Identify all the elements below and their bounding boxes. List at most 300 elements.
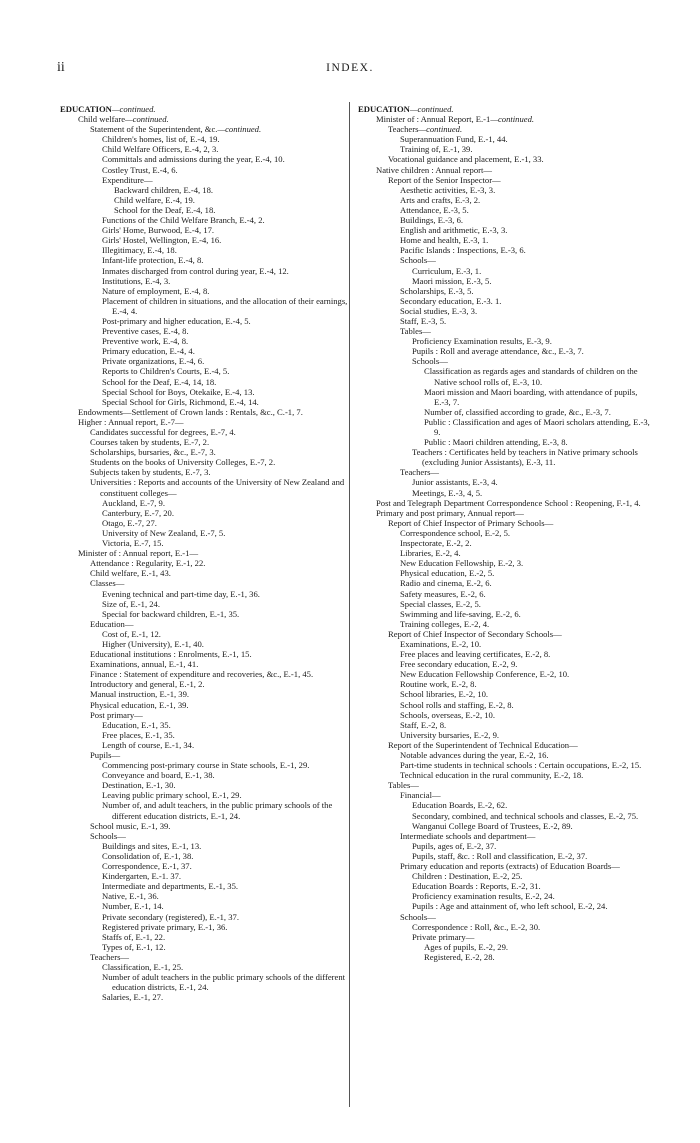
index-entry bbox=[60, 437, 353, 447]
entry-text: Registered, E.-2, 28. bbox=[424, 951, 495, 962]
index-entry bbox=[60, 276, 353, 286]
entry-text: Teachers : Certificates held by teachers in Native primary schools (excluding Junior Assistants), E.-3, 11. bbox=[412, 447, 638, 468]
index-entry bbox=[60, 770, 353, 780]
entry-text: Physical education, E.-1, 39. bbox=[90, 699, 189, 710]
index-entry bbox=[358, 649, 651, 659]
index-entry bbox=[358, 639, 651, 649]
index-entry bbox=[358, 710, 651, 720]
index-entry bbox=[358, 316, 651, 326]
index-entry bbox=[358, 558, 651, 568]
entry-text: Commencing post-primary course in State schools, E.-1, 29. bbox=[102, 760, 310, 771]
entry-text: Meetings, E.-3, 4, 5. bbox=[412, 487, 483, 498]
entry-text: Inspectorate, E.-2, 2. bbox=[400, 538, 472, 549]
entry-text: Number, E.-1, 14. bbox=[102, 901, 164, 912]
entry-text: English and arithmetic, E.-3, 3. bbox=[400, 225, 508, 236]
entry-text: Schools, overseas, E.-2, 10. bbox=[400, 709, 495, 720]
entry-text: Attendance : Regularity, E.-1, 22. bbox=[90, 558, 206, 569]
index-entry bbox=[358, 286, 651, 296]
index-entry bbox=[60, 175, 353, 185]
index-entry bbox=[60, 841, 353, 851]
index-entry bbox=[60, 104, 353, 114]
entry-text: Ages of pupils, E.-2, 29. bbox=[424, 941, 509, 952]
entry-text: Manual instruction, E.-1, 39. bbox=[90, 689, 190, 700]
entry-text: Finance : Statement of expenditure and recoveries, &c., E.-1, 45. bbox=[90, 669, 314, 680]
index-entry bbox=[60, 760, 353, 770]
entry-text: Child welfare, E.-1, 43. bbox=[90, 568, 171, 579]
entry-text: Teachers bbox=[388, 124, 419, 135]
index-entry bbox=[60, 377, 353, 387]
index-entry bbox=[358, 296, 651, 306]
entry-text: Post primary— bbox=[90, 709, 143, 720]
index-entry bbox=[358, 619, 651, 629]
index-entry bbox=[60, 821, 353, 831]
index-entry bbox=[60, 185, 353, 195]
index-entry bbox=[60, 861, 353, 871]
entry-text: Home and health, E.-3, 1. bbox=[400, 235, 489, 246]
entry-text: Education, E.-1, 35. bbox=[102, 719, 171, 730]
index-entry bbox=[60, 700, 353, 710]
left-column bbox=[60, 104, 353, 1002]
entry-text: School for the Deaf, E.-4, 18. bbox=[114, 204, 216, 215]
index-entry bbox=[60, 679, 353, 689]
index-entry bbox=[60, 780, 353, 790]
index-entry bbox=[60, 266, 353, 276]
entry-text: School libraries, E.-2, 10. bbox=[400, 689, 489, 700]
entry-text: Subjects taken by students, E.-7, 3. bbox=[90, 467, 211, 478]
index-entry bbox=[358, 255, 651, 265]
index-entry bbox=[358, 185, 651, 195]
index-entry bbox=[358, 235, 651, 245]
index-entry bbox=[358, 144, 651, 154]
entry-text: Financial— bbox=[400, 790, 441, 801]
index-entry bbox=[60, 326, 353, 336]
right-column bbox=[358, 104, 651, 962]
entry-text: Staff, E.-2, 8. bbox=[400, 719, 447, 730]
index-entry bbox=[60, 255, 353, 265]
entry-text: Teachers— bbox=[400, 467, 440, 478]
entry-text: Cost of, E.-1, 12. bbox=[102, 628, 161, 639]
entry-text: Libraries, E.-2, 4. bbox=[400, 548, 461, 559]
entry-text: Radio and cinema, E.-2, 6. bbox=[400, 578, 492, 589]
index-entry bbox=[60, 881, 353, 891]
entry-text: Native children : Annual report— bbox=[376, 164, 492, 175]
index-entry bbox=[60, 568, 353, 578]
entry-text: Functions of the Child Welfare Branch, E.-4, 2. bbox=[102, 215, 265, 226]
index-entry bbox=[60, 205, 353, 215]
entry-text: Children : Destination, E.-2, 25. bbox=[412, 871, 523, 882]
index-entry bbox=[358, 831, 651, 841]
index-entry bbox=[60, 659, 353, 669]
entry-text: Registered private primary, E.-1, 36. bbox=[102, 921, 228, 932]
entry-text: Superannuation Fund, E.-1, 44. bbox=[400, 134, 508, 145]
entry-text: Examinations, E.-2, 10. bbox=[400, 638, 482, 649]
index-entry bbox=[60, 599, 353, 609]
index-entry bbox=[358, 477, 651, 487]
index-entry bbox=[358, 366, 651, 386]
index-entry bbox=[358, 851, 651, 861]
index-entry bbox=[358, 124, 651, 134]
index-entry bbox=[60, 407, 353, 417]
entry-text: Scholarships, E.-3, 5. bbox=[400, 285, 474, 296]
entry-text: Proficiency examination results, E.-2, 24. bbox=[412, 891, 555, 902]
entry-text: Education Boards, E.-2, 62. bbox=[412, 800, 508, 811]
continued-note: —continued. bbox=[217, 124, 262, 135]
index-entry bbox=[60, 356, 353, 366]
index-entry bbox=[358, 629, 651, 639]
entry-text: New Education Fellowship Conference, E.-2, 10. bbox=[400, 669, 570, 680]
index-entry bbox=[60, 498, 353, 508]
entry-text: Vocational guidance and placement, E.-1, 33. bbox=[388, 154, 544, 165]
entry-text: Training colleges, E.-2, 4. bbox=[400, 618, 490, 629]
index-entry bbox=[358, 467, 651, 477]
entry-text: Native, E.-1, 36. bbox=[102, 891, 159, 902]
entry-text: Consolidation of, E.-1, 38. bbox=[102, 850, 194, 861]
index-entry bbox=[60, 962, 353, 972]
entry-text: Pupils— bbox=[90, 750, 121, 760]
entry-text: Education Boards : Reports, E.-2, 31. bbox=[412, 881, 541, 892]
index-entry bbox=[60, 548, 353, 558]
entry-text: Child welfare bbox=[78, 114, 126, 125]
index-entry bbox=[358, 609, 651, 619]
entry-text: Infant-life protection, E.-4, 8. bbox=[102, 255, 204, 266]
entry-text: Number of adult teachers in the public primary schools of the different education districts, E.-1, 24. bbox=[102, 972, 346, 993]
entry-text: Free places and leaving certificates, E.-2, 8. bbox=[400, 649, 551, 660]
index-entry bbox=[358, 689, 651, 699]
entry-text: Number of, classified according to grade, &c., E.-3, 7. bbox=[424, 406, 611, 417]
entry-text: Routine work, E.-2, 8. bbox=[400, 679, 477, 690]
entry-text: EDUCATION bbox=[358, 104, 410, 114]
index-entry bbox=[60, 346, 353, 356]
entry-text: Report of Chief Inspector of Secondary Schools— bbox=[388, 628, 562, 639]
entry-text: Buildings, E.-3, 6. bbox=[400, 215, 464, 226]
entry-text: Attendance, E.-3, 5. bbox=[400, 204, 469, 215]
entry-text: Schools— bbox=[400, 255, 436, 266]
index-entry bbox=[60, 195, 353, 205]
index-entry bbox=[60, 922, 353, 932]
entry-text: Private organizations, E.-4, 6. bbox=[102, 356, 205, 367]
index-entry bbox=[60, 851, 353, 861]
index-entry bbox=[358, 205, 651, 215]
index-entry bbox=[60, 316, 353, 326]
index-entry bbox=[60, 639, 353, 649]
index-entry bbox=[358, 266, 651, 276]
index-entry bbox=[60, 558, 353, 568]
index-entry bbox=[60, 942, 353, 952]
index-entry bbox=[60, 467, 353, 477]
entry-text: Backward children, E.-4, 18. bbox=[114, 184, 214, 195]
index-entry bbox=[60, 144, 353, 154]
index-entry bbox=[358, 871, 651, 881]
index-entry bbox=[60, 790, 353, 800]
entry-text: Size of, E.-1, 24. bbox=[102, 598, 160, 609]
index-entry bbox=[358, 599, 651, 609]
index-entry bbox=[60, 932, 353, 942]
index-entry bbox=[358, 659, 651, 669]
entry-text: Canterbury, E.-7, 20. bbox=[102, 507, 174, 518]
index-entry bbox=[60, 589, 353, 599]
entry-text: Post and Telegraph Department Correspondence School : Reopening, F.-1, 4. bbox=[376, 497, 641, 508]
index-entry bbox=[60, 134, 353, 144]
entry-text: Aesthetic activities, E.-3, 3. bbox=[400, 184, 496, 195]
index-entry bbox=[60, 992, 353, 1002]
entry-text: University of New Zealand, E.-7, 5. bbox=[102, 527, 226, 538]
index-entry bbox=[358, 952, 651, 962]
entry-text: Staffs of, E.-1, 22. bbox=[102, 931, 166, 942]
index-entry bbox=[358, 891, 651, 901]
index-entry bbox=[358, 568, 651, 578]
index-entry bbox=[358, 508, 651, 518]
entry-text: Children's homes, list of, E.-4, 19. bbox=[102, 134, 220, 145]
entry-text: Conveyance and board, E.-1, 38. bbox=[102, 770, 215, 781]
index-entry bbox=[358, 447, 651, 467]
entry-text: Institutions, E.-4, 3. bbox=[102, 275, 171, 286]
entry-text: Salaries, E.-1, 27. bbox=[102, 992, 164, 1003]
index-entry bbox=[60, 366, 353, 376]
entry-text: Correspondence school, E.-2, 5. bbox=[400, 527, 511, 538]
entry-text: Part-time students in technical schools : Certain occupations, E.-2, 15. bbox=[400, 760, 642, 771]
index-entry bbox=[60, 740, 353, 750]
index-entry bbox=[60, 427, 353, 437]
index-entry bbox=[60, 901, 353, 911]
entry-text: Maori mission and Maori boarding, with attendance of pupils, E.-3, 7. bbox=[424, 386, 638, 407]
entry-text: Classes— bbox=[90, 578, 125, 589]
entry-text: Universities : Reports and accounts of the University of New Zealand and constituent colleges— bbox=[90, 477, 345, 498]
index-entry bbox=[60, 336, 353, 346]
index-entry bbox=[358, 780, 651, 790]
entry-text: Girls' Home, Burwood, E.-4, 17. bbox=[102, 225, 215, 236]
index-entry bbox=[60, 730, 353, 740]
entry-text: Introductory and general, E.-1, 2. bbox=[90, 679, 205, 690]
index-entry bbox=[358, 932, 651, 942]
index-entry bbox=[358, 134, 651, 144]
entry-text: Courses taken by students, E.-7, 2. bbox=[90, 437, 210, 448]
index-entry bbox=[358, 528, 651, 538]
index-entry bbox=[60, 154, 353, 164]
entry-text: Schools— bbox=[90, 830, 126, 841]
index-entry bbox=[60, 528, 353, 538]
index-entry bbox=[60, 972, 353, 992]
entry-text: Inmates discharged from control during year, E.-4, 12. bbox=[102, 265, 289, 276]
entry-text: Junior assistants, E.-3, 4. bbox=[412, 477, 498, 488]
index-entry bbox=[60, 518, 353, 528]
index-entry bbox=[358, 215, 651, 225]
entry-text: Tables— bbox=[388, 780, 419, 791]
entry-text: Private primary— bbox=[412, 931, 475, 942]
index-entry bbox=[358, 195, 651, 205]
entry-text: School rolls and staffing, E.-2, 8. bbox=[400, 699, 514, 710]
entry-text: Otago, E.-7, 27. bbox=[102, 517, 157, 528]
entry-text: Wanganui College Board of Trustees, E.-2, 89. bbox=[412, 820, 573, 831]
entry-text: Child Welfare Officers, E.-4, 2, 3. bbox=[102, 144, 219, 155]
index-entry bbox=[358, 488, 651, 498]
index-entry bbox=[358, 346, 651, 356]
index-entry bbox=[358, 306, 651, 316]
entry-text: Classification as regards ages and standards of children on the Native school rolls of, E.-3, 10. bbox=[424, 366, 638, 387]
entry-text: Scholarships, bursaries, &c., E.-7, 3. bbox=[90, 447, 216, 458]
index-entry bbox=[60, 710, 353, 720]
entry-text: Schools— bbox=[412, 356, 448, 367]
entry-text: Victoria, E.-7, 15. bbox=[102, 538, 164, 549]
entry-text: Proficiency Examination results, E.-3, 9. bbox=[412, 336, 552, 347]
entry-text: New Education Fellowship, E.-2, 3. bbox=[400, 558, 524, 569]
index-entry bbox=[60, 114, 353, 124]
index-entry bbox=[358, 740, 651, 750]
entry-text: Child welfare, E.-4, 19. bbox=[114, 194, 195, 205]
continued-note: —continued. bbox=[125, 114, 169, 125]
index-entry bbox=[60, 235, 353, 245]
index-entry bbox=[358, 750, 651, 760]
entry-text: Arts and crafts, E.-3, 2. bbox=[400, 194, 481, 205]
index-entry bbox=[358, 841, 651, 851]
entry-text: Notable advances during the year, E.-2, 16. bbox=[400, 750, 549, 760]
entry-text: Correspondence, E.-1, 37. bbox=[102, 861, 192, 872]
entry-text: Primary education and reports (extracts) of Education Boards— bbox=[400, 861, 620, 872]
entry-text: Physical education, E.-2, 5. bbox=[400, 568, 495, 579]
entry-text: Public : Maori children attending, E.-3, 8. bbox=[424, 437, 568, 448]
entry-text: Educational institutions : Enrolments, E.-1, 15. bbox=[90, 649, 252, 660]
entry-text: Special School for Boys, Otekaike, E.-4, 13. bbox=[102, 386, 255, 397]
index-entry bbox=[358, 538, 651, 548]
running-title: INDEX. bbox=[326, 62, 374, 74]
entry-text: Secondary, combined, and technical schools and classes, E.-2, 75. bbox=[412, 810, 639, 821]
index-entry bbox=[358, 154, 651, 164]
index-entry bbox=[60, 629, 353, 639]
entry-text: Pupils : Age and attainment of, who left school, E.-2, 24. bbox=[412, 901, 608, 912]
entry-text: Pupils : Roll and average attendance, &c., E.-3, 7. bbox=[412, 346, 584, 357]
continued-note: —continued. bbox=[409, 104, 454, 114]
index-entry bbox=[358, 811, 651, 821]
entry-text: Girls' Hostel, Wellington, E.-4, 16. bbox=[102, 235, 222, 246]
index-entry bbox=[358, 760, 651, 770]
index-entry bbox=[358, 770, 651, 780]
entry-text: Leaving public primary school, E.-1, 29. bbox=[102, 790, 242, 801]
index-entry bbox=[60, 912, 353, 922]
index-entry bbox=[60, 447, 353, 457]
entry-text: Curriculum, E.-3, 1. bbox=[412, 265, 482, 276]
entry-text: University bursaries, E.-2, 9. bbox=[400, 729, 500, 740]
index-entry bbox=[60, 165, 353, 175]
index-entry bbox=[358, 276, 651, 286]
index-entry bbox=[60, 508, 353, 518]
entry-text: Minister of : Annual report, E.-1— bbox=[78, 548, 199, 559]
index-entry bbox=[60, 750, 353, 760]
entry-text: Illegitimacy, E.-4, 18. bbox=[102, 245, 177, 256]
entry-text: Minister of : Annual Report, E.-1 bbox=[376, 114, 491, 125]
entry-text: Preventive cases, E.-4, 8. bbox=[102, 326, 189, 337]
entry-text: Teachers— bbox=[90, 951, 130, 962]
entry-text: Preventive work, E.-4, 8. bbox=[102, 336, 189, 347]
index-entry bbox=[60, 891, 353, 901]
entry-text: Safety measures, E.-2, 6. bbox=[400, 588, 486, 599]
entry-text: Free secondary education, E.-2, 9. bbox=[400, 659, 518, 670]
continued-note: —continued. bbox=[418, 124, 463, 135]
index-entry bbox=[358, 245, 651, 255]
index-entry bbox=[358, 821, 651, 831]
index-entry bbox=[358, 225, 651, 235]
entry-text: Higher : Annual report, E.-7— bbox=[78, 416, 184, 427]
index-entry bbox=[60, 689, 353, 699]
entry-text: Placement of children in situations, and the allocation of their earnings, E.-4, 4. bbox=[102, 295, 348, 316]
entry-text: Kindergarten, E.-1. 37. bbox=[102, 871, 182, 882]
entry-text: Expenditure— bbox=[102, 174, 153, 185]
index-entry bbox=[60, 457, 353, 467]
index-entry bbox=[358, 730, 651, 740]
entry-text: Pupils, ages of, E.-2, 37. bbox=[412, 840, 497, 851]
entry-text: Education— bbox=[90, 618, 134, 629]
index-entry bbox=[60, 245, 353, 255]
entry-text: School music, E.-1, 39. bbox=[90, 820, 171, 831]
entry-text: Intermediate schools and department— bbox=[400, 830, 536, 841]
entry-text: School for the Deaf, E.-4, 14, 18. bbox=[102, 376, 217, 387]
index-entry bbox=[358, 437, 651, 447]
index-entry bbox=[60, 387, 353, 397]
index-entry bbox=[358, 165, 651, 175]
index-entry bbox=[60, 225, 353, 235]
index-entry bbox=[358, 589, 651, 599]
index-entry bbox=[60, 124, 353, 134]
entry-text: Intermediate and departments, E.-1, 35. bbox=[102, 881, 239, 892]
index-entry bbox=[358, 356, 651, 366]
index-entry bbox=[358, 175, 651, 185]
index-entry bbox=[358, 800, 651, 810]
entry-text: Students on the books of University Colleges, E.-7, 2. bbox=[90, 457, 276, 468]
entry-text: Number of, and adult teachers, in the public primary schools of the different education districts, E.-1, 24. bbox=[102, 800, 333, 821]
entry-text: Training of, E.-1, 39. bbox=[400, 144, 473, 155]
index-entry bbox=[60, 215, 353, 225]
index-entry bbox=[60, 538, 353, 548]
entry-text: Report of the Superintendent of Technical Education— bbox=[388, 739, 578, 750]
continued-note: —continued. bbox=[490, 114, 535, 125]
entry-text: Higher (University), E.-1, 40. bbox=[102, 638, 204, 649]
index-entry bbox=[60, 952, 353, 962]
entry-text: Examinations, annual, E.-1, 41. bbox=[90, 659, 199, 670]
page-number: ii bbox=[57, 60, 65, 75]
entry-text: Special for backward children, E.-1, 35. bbox=[102, 608, 240, 619]
index-entry bbox=[358, 518, 651, 528]
index-entry bbox=[358, 417, 651, 437]
entry-text: Special School for Girls, Richmond, E.-4, 14. bbox=[102, 396, 259, 407]
entry-text: Classification, E.-1, 25. bbox=[102, 961, 184, 972]
entry-text: Correspondence : Roll, &c., E.-2, 30. bbox=[412, 921, 541, 932]
entry-text: Candidates successful for degrees, E.-7, 4. bbox=[90, 427, 236, 437]
continued-note: —continued. bbox=[111, 104, 156, 114]
index-entry bbox=[358, 901, 651, 911]
entry-text: Public : Classification and ages of Maori scholars attending, E.-3, 9. bbox=[424, 416, 650, 437]
index-entry bbox=[358, 387, 651, 407]
index-entry bbox=[60, 477, 353, 497]
index-entry bbox=[60, 619, 353, 629]
entry-text: Schools— bbox=[400, 911, 436, 922]
entry-text: Free places, E.-1, 35. bbox=[102, 729, 175, 740]
index-entry bbox=[60, 296, 353, 316]
entry-text: Tables— bbox=[400, 326, 431, 337]
index-entry bbox=[358, 578, 651, 588]
entry-text: Staff, E.-3, 5. bbox=[400, 315, 447, 326]
index-entry bbox=[358, 881, 651, 891]
index-entry bbox=[358, 407, 651, 417]
index-entry bbox=[358, 679, 651, 689]
entry-text: Statement of the Superintendent, &c. bbox=[90, 124, 218, 135]
entry-text: Technical education in the rural community, E.-2, 18. bbox=[400, 770, 584, 781]
index-entry bbox=[358, 326, 651, 336]
entry-text: Secondary education, E.-3. 1. bbox=[400, 295, 502, 306]
index-entry bbox=[358, 912, 651, 922]
index-entry bbox=[358, 104, 651, 114]
entry-text: Costley Trust, E.-4, 6. bbox=[102, 164, 178, 175]
index-entry bbox=[358, 114, 651, 124]
entry-text: Pupils, staff, &c. : Roll and classification, E.-2, 37. bbox=[412, 850, 588, 861]
index-entry bbox=[358, 548, 651, 558]
